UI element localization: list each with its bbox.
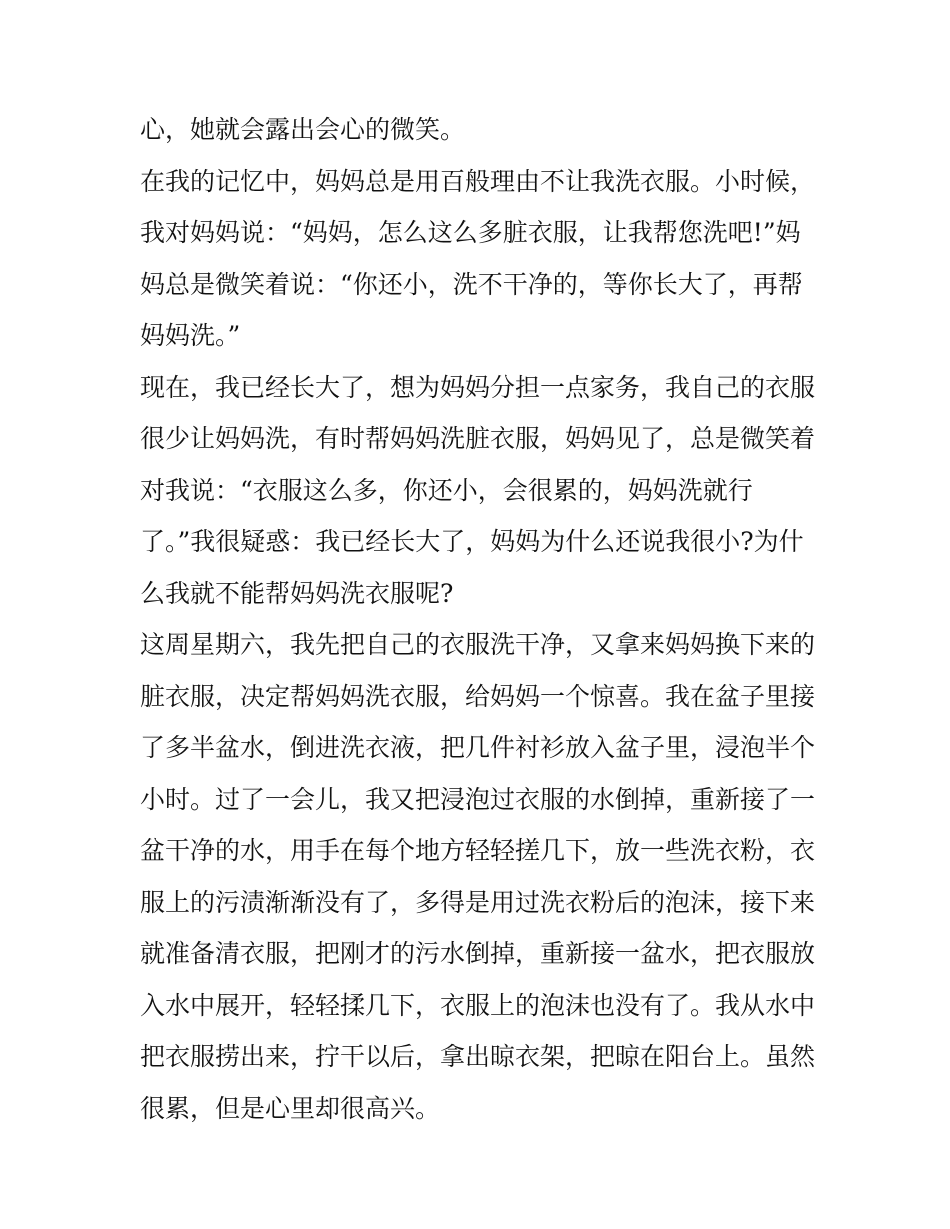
text-line: 脏衣服，决定帮妈妈洗衣服，给妈妈一个惊喜。我在盆子里接 — [140, 681, 816, 711]
text-line: 了多半盆水，倒进洗衣液，把几件衬衫放入盆子里，浸泡半个 — [140, 733, 816, 762]
body-text — [140, 104, 820, 1134]
text-line: 就准备清衣服，把刚才的污水倒掉，重新接一盆水，把衣服放 — [140, 939, 816, 968]
text-line: 妈总是微笑着说：“你还小，洗不干净的，等你长大了，再帮 — [140, 269, 803, 299]
text-line: 对我说：“衣服这么多，你还小，会很累的，妈妈洗就行 — [140, 475, 753, 505]
text-line: 小时。过了一会儿，我又把浸泡过衣服的水倒掉，重新接了一 — [140, 784, 816, 814]
text-line: 把衣服捞出来，拧干以后，拿出晾衣架，把晾在阳台上。虽然 — [140, 1042, 816, 1071]
text-line: 现在，我已经长大了，想为妈妈分担一点家务，我自己的衣服 — [140, 372, 816, 402]
text-line: 盆干净的水，用手在每个地方轻轻搓几下，放一些洗衣粉，衣 — [140, 836, 816, 865]
text-line: 很少让妈妈洗，有时帮妈妈洗脏衣服，妈妈见了，总是微笑着 — [140, 424, 816, 453]
text-line: 了。”我很疑惑：我已经长大了，妈妈为什么还说我很小?为什 — [140, 527, 804, 556]
text-line: 很累，但是心里却很高兴。 — [140, 1093, 441, 1123]
text-line: 服上的污渍渐渐没有了，多得是用过洗衣粉后的泡沫，接下来 — [140, 887, 816, 917]
text-line: 这周星期六，我先把自己的衣服洗干净，又拿来妈妈换下来的 — [140, 630, 816, 659]
text-line: 妈妈洗。” — [140, 321, 241, 350]
text-line: 么我就不能帮妈妈洗衣服呢? — [140, 578, 454, 608]
text-line: 在我的记忆中，妈妈总是用百般理由不让我洗衣服。小时候， — [140, 166, 816, 196]
text-line: 我对妈妈说：“妈妈，怎么这么多脏衣服，让我帮您洗吧!”妈 — [140, 218, 801, 247]
text-line: 入水中展开，轻轻揉几下，衣服上的泡沫也没有了。我从水中 — [140, 990, 816, 1020]
text-line: 心，她就会露出会心的微笑。 — [140, 115, 466, 144]
